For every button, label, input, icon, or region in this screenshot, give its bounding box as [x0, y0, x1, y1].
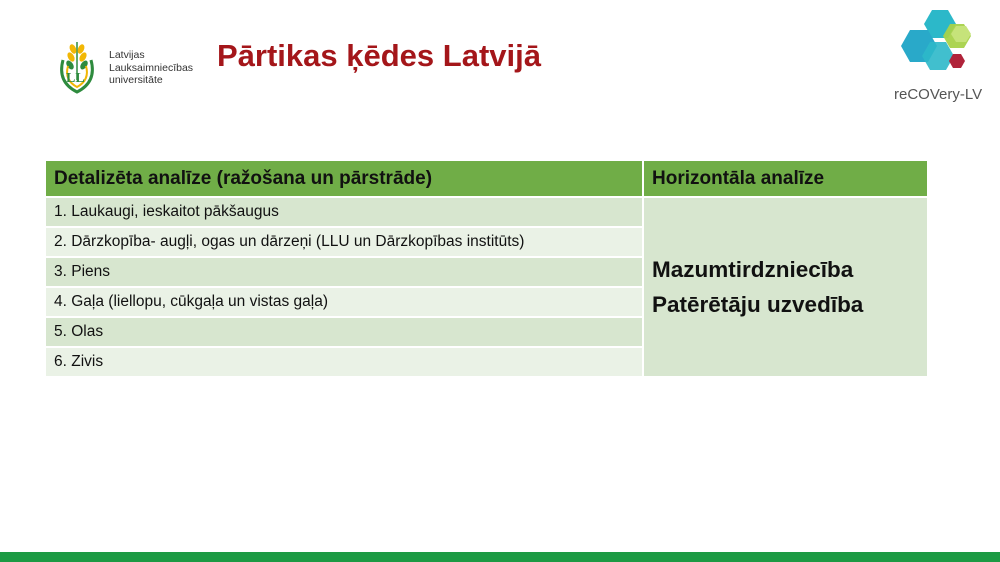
row-eggs: 5. Olas [45, 317, 643, 347]
university-name-line-2: Lauksaimniecības [109, 61, 194, 74]
horizontal-analysis-cell [643, 197, 928, 377]
row-horticulture: 2. Dārzkopība- augļi, ogas un dārzeņi (LLU un Dārzkopības institūts) [45, 227, 643, 257]
row-field-crops: 1. Laukaugi, ieskaitot pākšaugus [45, 197, 643, 227]
svg-text:LL: LL [66, 71, 85, 86]
slide-title: Pārtikas ķēdes Latvijā [217, 38, 541, 73]
table-header-row [45, 160, 928, 197]
analysis-table [44, 159, 929, 378]
university-name-line-3: universitāte [109, 74, 163, 86]
side-line-retail: Mazumtirdzniecība [652, 257, 854, 282]
row-meat: 4. Gaļa (liellopu, cūkgaļa un vistas gaļa) [45, 287, 643, 317]
row-milk: 3. Piens [45, 257, 643, 287]
header-detailed-analysis: Detalizēta analīze (ražošana un pārstrāde) [45, 160, 643, 197]
header-horizontal-analysis: Horizontāla analīze [643, 160, 928, 197]
row-fish: 6. Zivis [45, 347, 643, 377]
project-logo-label: reCOVery-LV [894, 86, 983, 103]
side-line-consumer-behaviour: Patērētāju uzvedība [652, 292, 864, 317]
bottom-accent-bar [0, 552, 1000, 562]
university-name-line-1: Latvijas [109, 49, 145, 61]
table-row [45, 197, 928, 227]
llu-emblem-icon [52, 40, 102, 96]
university-logo [52, 40, 202, 96]
